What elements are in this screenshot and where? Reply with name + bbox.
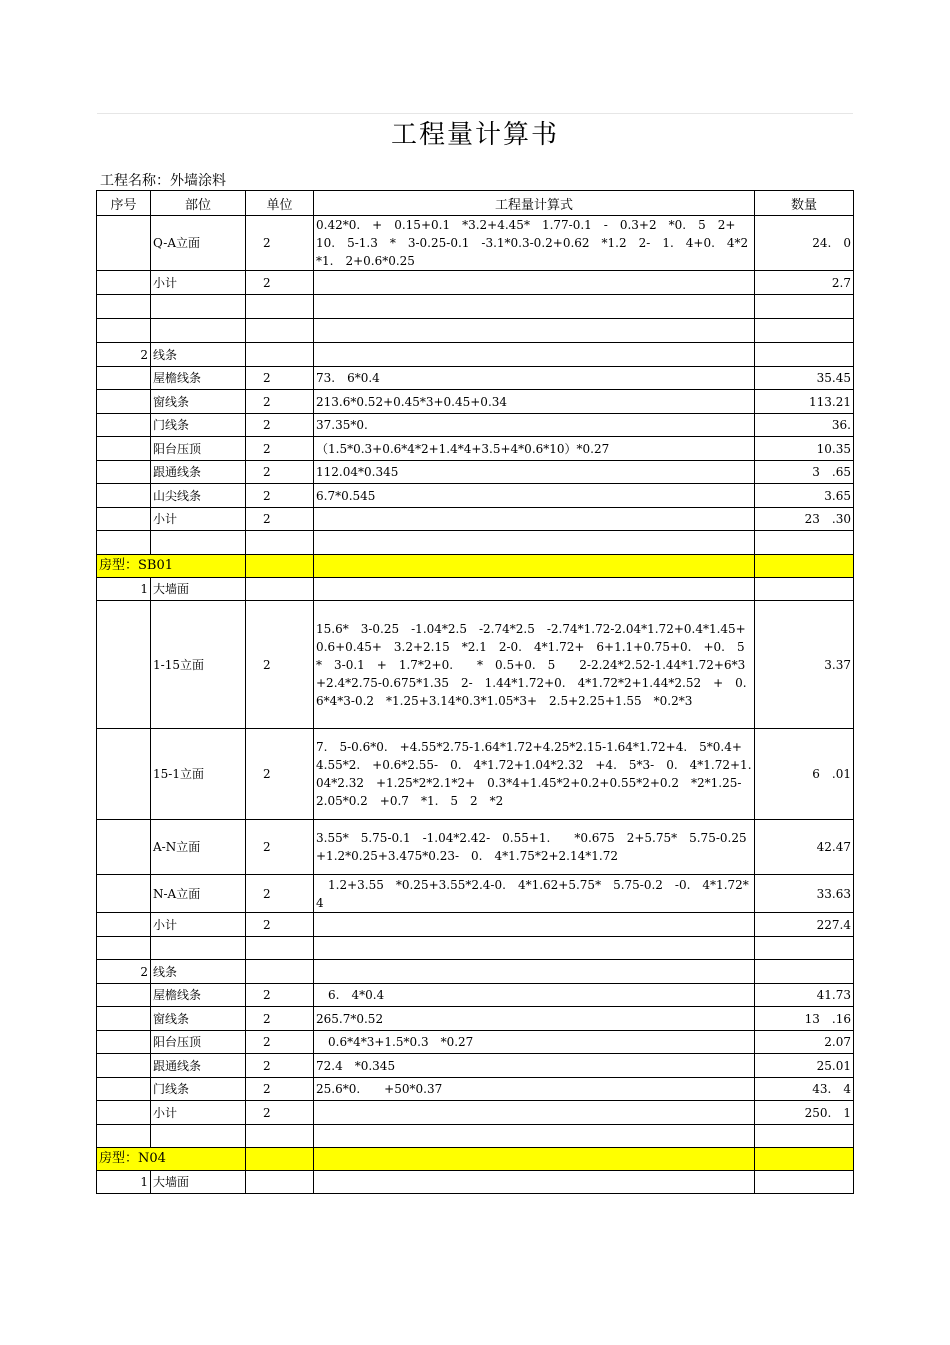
cell-unit [246,937,314,960]
cell-unit [246,319,314,343]
cell-part: 线条 [151,343,246,367]
cell-seq [97,484,151,508]
house-type-row [97,1148,854,1171]
cell-unit: 2 [246,1007,314,1031]
cell-qty: 3.37 [755,601,854,729]
cell-formula [314,531,755,555]
table-body [97,216,854,1194]
table-row [97,508,854,531]
table-row [97,531,854,555]
cell-part: 山尖线条 [151,484,246,508]
house-type-label: 房型：SB01 [97,555,246,578]
cell-unit: 2 [246,1031,314,1054]
cell-unit: 2 [246,216,314,271]
cell-seq [97,437,151,461]
table-row [97,343,854,367]
cell-formula: 72.4 *0.345 [314,1054,755,1078]
table-row [97,875,854,913]
cell-unit [246,531,314,555]
cell-qty: 227.4 [755,913,854,937]
cell-formula: 6.7*0.545 [314,484,755,508]
cell-seq [97,601,151,729]
house-type-label: 房型：N04 [97,1148,246,1171]
document-title: 工程量计算书 [390,120,559,150]
header-formula: 工程量计算式 [314,191,755,216]
cell-qty: 43. 4 [755,1078,854,1101]
cell-unit: 2 [246,1078,314,1101]
cell-seq [97,390,151,414]
table-row [97,1007,854,1031]
cell-part: 15-1立面 [151,729,246,820]
cell-qty: 2.07 [755,1031,854,1054]
table-row [97,1078,854,1101]
table-row [97,820,854,875]
cell-part: 阳台压顶 [151,1031,246,1054]
cell-qty: 6 .01 [755,729,854,820]
cell-part: 大墙面 [151,578,246,601]
house-type-cell [755,555,854,578]
cell-seq [97,508,151,531]
cell-qty [755,1125,854,1148]
cell-part: 小计 [151,508,246,531]
cell-unit [246,1125,314,1148]
cell-qty: 35.45 [755,367,854,390]
cell-formula [314,295,755,319]
table-row [97,271,854,295]
cell-part: 门线条 [151,1078,246,1101]
cell-qty: 250. 1 [755,1101,854,1125]
cell-formula [314,343,755,367]
table-row [97,984,854,1007]
cell-part: N-A立面 [151,875,246,913]
cell-qty: 42.47 [755,820,854,875]
cell-formula: 15.6* 3-0.25 -1.04*2.5 -2.74*2.5 -2.74*1.72-2.04*1.72+0.4*1.45+0.6+0.45+ 3.2+2.15 *2.1 2-0. 4*1.72+ 6+1.1+0.75+0. +0. 5 * 3-0.1 + 1.7*2+0. * 0.5+0. 5 2-2.24*2.52-1.44*1.72+6*3+2.4*2.75-0.675*1.35 2- 1.44*1.72+0. 4*1.72*2+1.44*2.52 + 0.6*4*3-0.2 *1.25+3.14*0.3*1.05*3+ 2.5+2.25+1.55 *0.2*3 [314,601,755,729]
house-type-cell [246,555,314,578]
cell-part: 窗线条 [151,1007,246,1031]
table-row [97,913,854,937]
cell-qty [755,1171,854,1194]
house-type-row [97,555,854,578]
cell-qty: 41.73 [755,984,854,1007]
header-part: 部位 [151,191,246,216]
cell-qty: 10.35 [755,437,854,461]
cell-seq [97,984,151,1007]
cell-formula [314,1101,755,1125]
project-label: 工程名称： [100,173,170,189]
cell-formula: 213.6*0.52+0.45*3+0.45+0.34 [314,390,755,414]
table-row [97,1125,854,1148]
cell-seq [97,1101,151,1125]
cell-seq [97,1054,151,1078]
cell-part [151,937,246,960]
cell-unit: 2 [246,484,314,508]
table-row [97,1054,854,1078]
cell-seq [97,875,151,913]
table-row [97,1171,854,1194]
cell-unit: 2 [246,601,314,729]
cell-qty: 2.7 [755,271,854,295]
table-row [97,461,854,484]
house-type-cell [314,555,755,578]
cell-part: 屋檐线条 [151,367,246,390]
cell-seq [97,1078,151,1101]
cell-formula: 37.35*0. [314,414,755,437]
cell-unit: 2 [246,367,314,390]
cell-qty: 25.01 [755,1054,854,1078]
cell-part: 跟通线条 [151,1054,246,1078]
cell-qty: 23 .30 [755,508,854,531]
cell-seq [97,367,151,390]
cell-qty [755,319,854,343]
cell-unit: 2 [246,1054,314,1078]
cell-seq: 2 [97,960,151,984]
cell-unit: 2 [246,984,314,1007]
cell-unit: 2 [246,461,314,484]
cell-seq: 1 [97,1171,151,1194]
table-row [97,960,854,984]
cell-formula [314,1171,755,1194]
cell-qty: 3.65 [755,484,854,508]
project-name: 外墙涂料 [170,173,226,189]
cell-qty: 24. 0 [755,216,854,271]
cell-qty: 36. [755,414,854,437]
cell-part [151,531,246,555]
cell-seq [97,1125,151,1148]
cell-qty [755,960,854,984]
cell-unit: 2 [246,1101,314,1125]
table-row [97,729,854,820]
cell-seq [97,531,151,555]
cell-unit: 2 [246,729,314,820]
cell-part: 跟通线条 [151,461,246,484]
cell-part: 线条 [151,960,246,984]
table-row [97,319,854,343]
cell-formula: 1.2+3.55 *0.25+3.55*2.4-0. 4*1.62+5.75* 5.75-0.2 -0. 4*1.72*4 [314,875,755,913]
cell-unit: 2 [246,913,314,937]
cell-qty: 3 .65 [755,461,854,484]
cell-unit [246,1171,314,1194]
header-qty: 数量 [755,191,854,216]
cell-qty [755,295,854,319]
cell-formula: 73. 6*0.4 [314,367,755,390]
cell-qty [755,531,854,555]
cell-seq [97,319,151,343]
house-type-cell [314,1148,755,1171]
table-row [97,578,854,601]
cell-seq [97,820,151,875]
house-type-cell [755,1148,854,1171]
cell-part: 门线条 [151,414,246,437]
cell-formula: 265.7*0.52 [314,1007,755,1031]
cell-formula [314,271,755,295]
cell-part: A-N立面 [151,820,246,875]
cell-formula [314,508,755,531]
cell-part: Q-A立面 [151,216,246,271]
table-row [97,367,854,390]
cell-seq [97,729,151,820]
cell-formula: （1.5*0.3+0.6*4*2+1.4*4+3.5+4*0.6*10）*0.27 [314,437,755,461]
cell-part [151,319,246,343]
cell-part [151,1125,246,1148]
table-row [97,437,854,461]
cell-seq [97,913,151,937]
house-type-cell [246,1148,314,1171]
cell-formula: 25.6*0. +50*0.37 [314,1078,755,1101]
cell-seq [97,216,151,271]
cell-part: 小计 [151,271,246,295]
cell-seq [97,414,151,437]
table-row [97,414,854,437]
cell-part: 窗线条 [151,390,246,414]
project-name-line [100,170,226,190]
table-row [97,390,854,414]
cell-seq: 1 [97,578,151,601]
cell-formula: 112.04*0.345 [314,461,755,484]
cell-qty [755,343,854,367]
cell-qty: 13 .16 [755,1007,854,1031]
cell-part: 屋檐线条 [151,984,246,1007]
cell-seq [97,1031,151,1054]
cell-part: 大墙面 [151,1171,246,1194]
cell-unit: 2 [246,875,314,913]
table-row [97,295,854,319]
cell-formula: 0.42*0. + 0.15+0.1 *3.2+4.45* 1.77-0.1 - 0.3+2 *0. 5 2+ 10. 5-1.3 * 3-0.25-0.1 -3.1*0.3-0.2+0.62 *1.2 2- 1. 4+0. 4*2 *1. 2+0.6*0.25 [314,216,755,271]
cell-qty: 113.21 [755,390,854,414]
header-seq: 序号 [97,191,151,216]
cell-qty: 33.63 [755,875,854,913]
cell-formula [314,937,755,960]
cell-unit: 2 [246,390,314,414]
cell-seq [97,461,151,484]
cell-seq [97,1007,151,1031]
cell-seq: 2 [97,343,151,367]
cell-formula [314,319,755,343]
cell-part: 小计 [151,1101,246,1125]
cell-unit: 2 [246,508,314,531]
cell-unit [246,295,314,319]
cell-unit: 2 [246,414,314,437]
cell-qty [755,937,854,960]
table-row [97,601,854,729]
cell-seq [97,271,151,295]
cell-part: 小计 [151,913,246,937]
cell-unit: 2 [246,820,314,875]
cell-unit: 2 [246,437,314,461]
table-row [97,1101,854,1125]
cell-formula: 6. 4*0.4 [314,984,755,1007]
cell-qty [755,578,854,601]
cell-part [151,295,246,319]
quantity-table [96,190,854,1194]
cell-formula [314,960,755,984]
table-row [97,1031,854,1054]
table-row [97,484,854,508]
cell-seq [97,295,151,319]
cell-formula [314,578,755,601]
cell-part: 阳台压顶 [151,437,246,461]
cell-unit [246,343,314,367]
table-header-row [97,191,854,216]
table-row [97,216,854,271]
table-row [97,937,854,960]
cell-unit [246,578,314,601]
cell-formula: 7. 5-0.6*0. +4.55*2.75-1.64*1.72+4.25*2.15-1.64*1.72+4. 5*0.4+4.55*2. +0.6*2.55- 0. 4*1.72+1.04*2.32 +4. 5*3- 0. 4*1.72+1.04*2.32 +1.25*2*2.1*2+ 0.3*4+1.45*2+0.2+0.55*2+0.2 *2*1.25- 2.05*0.2 +0.7 *1. 5 2 *2 [314,729,755,820]
cell-unit [246,960,314,984]
cell-formula: 3.55* 5.75-0.1 -1.04*2.42- 0.55+1. *0.675 2+5.75* 5.75-0.25 +1.2*0.25+3.475*0.23- 0. 4*1.75*2+2.14*1.72 [314,820,755,875]
cell-unit: 2 [246,271,314,295]
cell-formula [314,1125,755,1148]
cell-formula: 0.6*4*3+1.5*0.3 *0.27 [314,1031,755,1054]
cell-formula [314,913,755,937]
header-unit: 单位 [246,191,314,216]
cell-part: 1-15立面 [151,601,246,729]
cell-seq [97,937,151,960]
